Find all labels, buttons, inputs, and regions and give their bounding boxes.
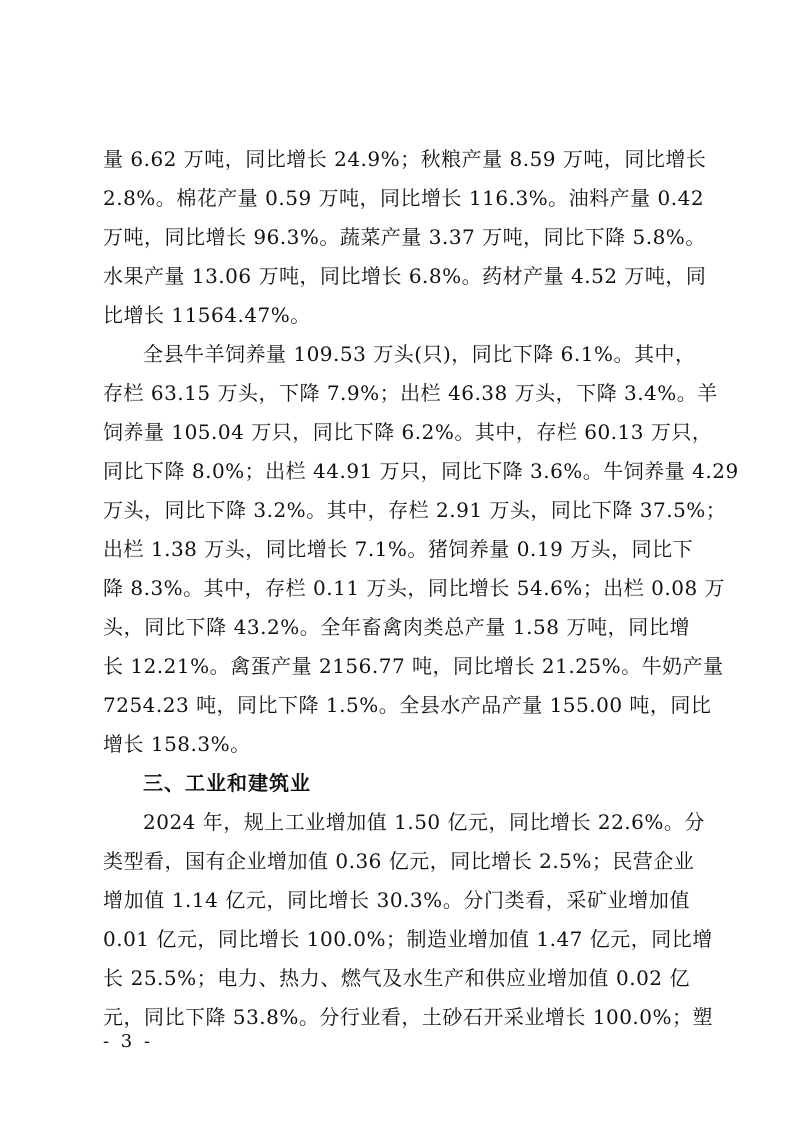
paragraph-line: 2024 年，规上工业增加值 1.50 亿元，同比增长 22.6%。分	[143, 810, 705, 834]
paragraph-line: 全县牛羊饲养量 109.53 万头(只)，同比下降 6.1%。其中，	[143, 342, 696, 366]
paragraph-line: 万头，同比下降 3.2%。其中，存栏 2.91 万头，同比下降 37.5%；	[103, 498, 727, 522]
paragraph-line: 增加值 1.14 亿元，同比增长 30.3%。分门类看，采矿业增加值	[103, 888, 690, 912]
paragraph-line: 降 8.3%。其中，存栏 0.11 万头，同比增长 54.6%；出栏 0.08 万	[103, 576, 726, 600]
paragraph-line: 长 12.21%。禽蛋产量 2156.77 吨，同比增长 21.25%。牛奶产量	[103, 654, 724, 678]
paragraph-line: 出栏 1.38 万头，同比增长 7.1%。猪饲养量 0.19 万头，同比下	[103, 537, 694, 561]
paragraph-line: 存栏 63.15 万头，下降 7.9%；出栏 46.38 万头，下降 3.4%。羊	[103, 381, 718, 405]
paragraph-line: 2.8%。棉花产量 0.59 万吨，同比增长 116.3%。油料产量 0.42	[103, 186, 705, 210]
paragraph-line: 比增长 11564.47%。	[103, 303, 311, 327]
paragraph-line: 元，同比下降 53.8%。分行业看，土砂石开采业增长 100.0%；塑	[103, 1005, 714, 1029]
paragraph-line: 增长 158.3%。	[103, 732, 251, 756]
paragraph-line: 头，同比下降 43.2%。全年畜禽肉类总产量 1.58 万吨，同比增	[103, 615, 690, 639]
section-heading: 三、工业和建筑业	[143, 771, 311, 795]
paragraph-line: 饲养量 105.04 万只，同比下降 6.2%。其中，存栏 60.13 万只，	[103, 420, 713, 444]
paragraph-line: 类型看，国有企业增加值 0.36 亿元，同比增长 2.5%；民营企业	[103, 849, 695, 873]
paragraph-line: 7254.23 吨，同比下降 1.5%。全县水产品产量 155.00 吨，同比	[103, 693, 712, 717]
paragraph-line: 长 25.5%；电力、热力、燃气及水生产和供应业增加值 0.02 亿	[103, 966, 690, 990]
paragraph-line: 0.01 亿元，同比增长 100.0%；制造业增加值 1.47 亿元，同比增	[103, 927, 713, 951]
paragraph-line: 水果产量 13.06 万吨，同比增长 6.8%。药材产量 4.52 万吨，同	[103, 264, 707, 288]
paragraph-line: 量 6.62 万吨，同比增长 24.9%；秋粮产量 8.59 万吨，同比增长	[103, 147, 707, 171]
paragraph-line: 万吨，同比增长 96.3%。蔬菜产量 3.37 万吨，同比下降 5.8%。	[103, 225, 706, 249]
page-number: - 3 -	[103, 1031, 154, 1052]
paragraph-line: 同比下降 8.0%；出栏 44.91 万只，同比下降 3.6%。牛饲养量 4.29	[103, 459, 739, 483]
